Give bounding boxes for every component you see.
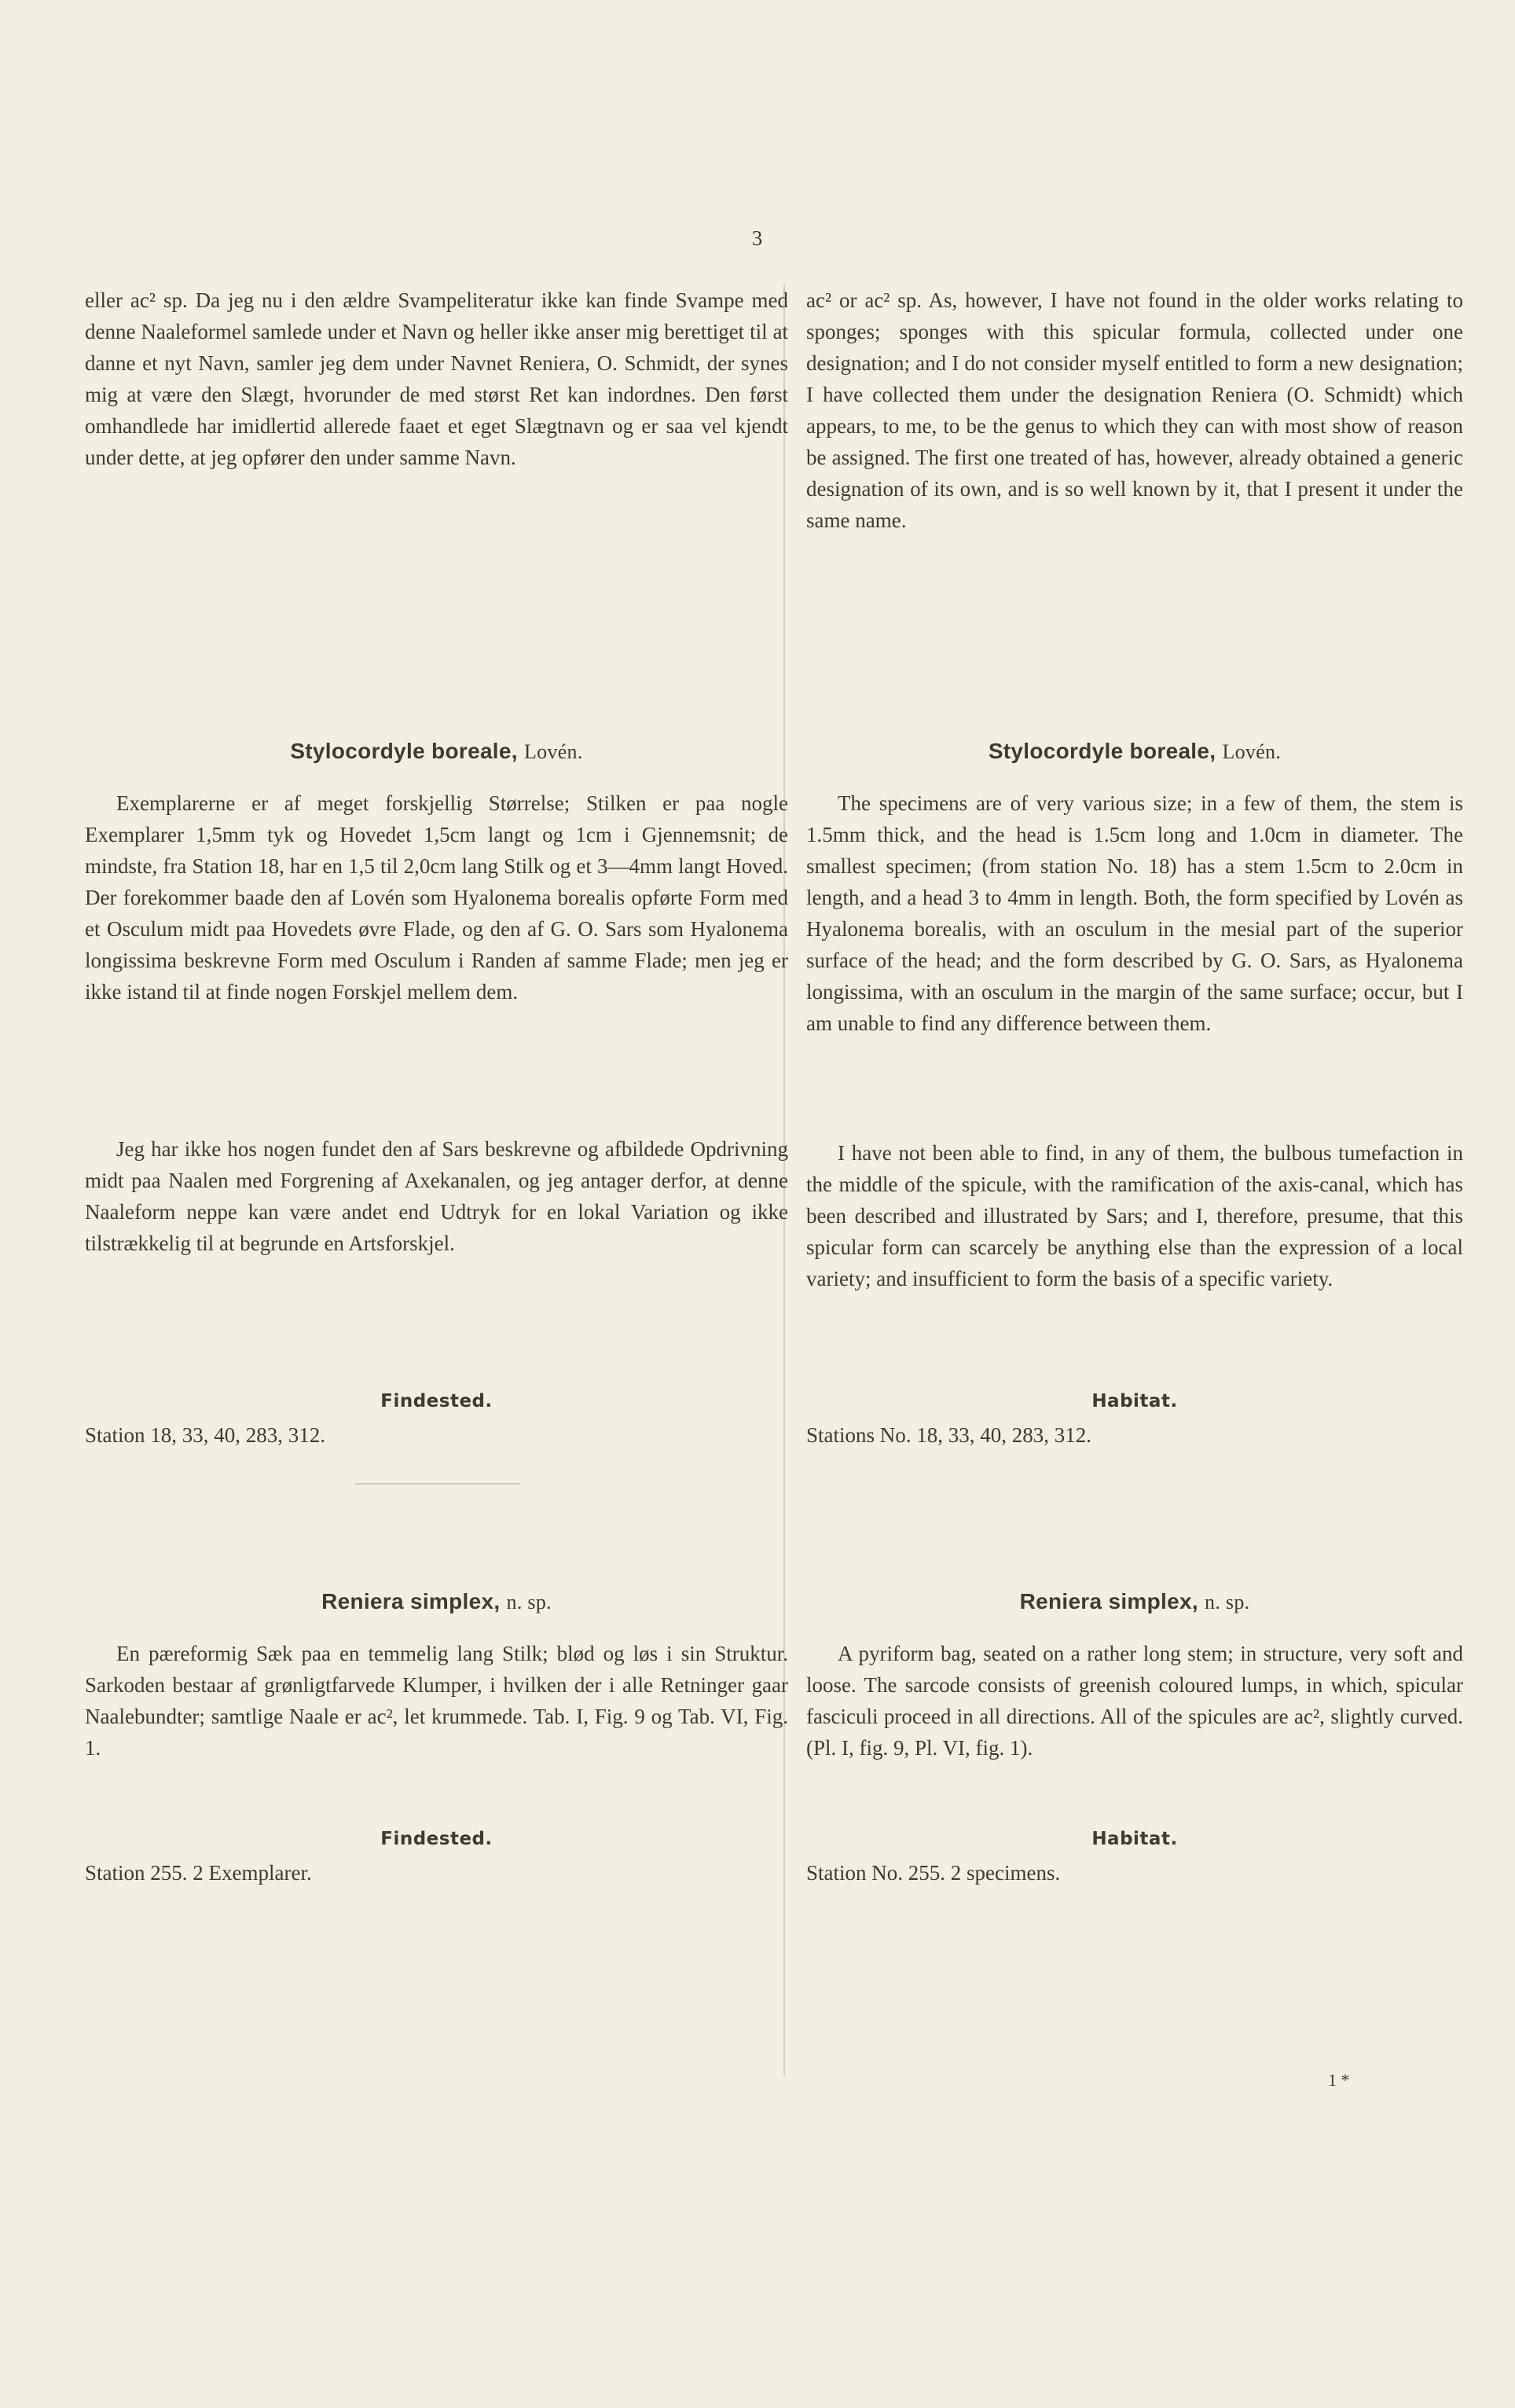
right-sec1-paragraph-1: The specimens are of very various size; in a few of them, the stem is 1.5mm thick, and the head is 1.5cm long and 1.0cm in diameter. The smallest specimen; (from station No. 18) has a stem 1.5cm to 2.0cm in length, and a head 3 to 4mm in length. Both, the form specified by Lovén as Hyalonema borealis, with an osculum in the mesial part of the superior surface of the head; and the form described by G. O. Sars, as Hyalonema longissima, with an osculum in the margin of the same surface; occur, but I am unable to find any difference between them. bbox=[806, 791, 1463, 1035]
right-sec1-author: Lovén. bbox=[1222, 740, 1282, 763]
left-sec2-habitat-heading: Findested. bbox=[380, 1829, 493, 1849]
left-sec2-body bbox=[85, 1638, 788, 1764]
right-sec1-habitat-heading: Habitat. bbox=[1091, 1391, 1178, 1411]
left-sec1-body-2 bbox=[85, 1133, 788, 1259]
page-number: 3 bbox=[751, 226, 764, 250]
right-sec1-heading bbox=[806, 739, 1463, 764]
left-sec2-habitat bbox=[85, 1829, 788, 1889]
right-sec1-title bbox=[806, 739, 1463, 764]
left-intro-paragraph: eller ac² sp. Da jeg nu i den ældre Svampeliteratur ikke kan finde Svampe med denne Naaleformel samlede under et Navn og heller ikke anser mig berettiget til at danne et nyt Navn, samler jeg dem under Navnet Reniera, O. Schmidt, der synes mig at være den Slægt, hvorunder de med størst Ret kan indordnes. Den først omhandlede har imidlertid allerede faaet et eget Slægtnavn og er saa vel kjendt under dette, at jeg opfører den under samme Navn. bbox=[85, 288, 788, 469]
left-sec1-body bbox=[85, 787, 788, 1008]
right-sec1-habitat bbox=[806, 1391, 1463, 1451]
left-sec2-heading bbox=[85, 1589, 788, 1614]
left-sec1-author: Lovén. bbox=[523, 740, 583, 763]
right-sec2-title-text: Reniera simplex, bbox=[1019, 1589, 1198, 1613]
right-sec2-habitat-text: Station No. 255. 2 specimens. bbox=[806, 1861, 1061, 1885]
right-sec1-body bbox=[806, 787, 1463, 1039]
right-sec1-title-text: Stylocordyle boreale, bbox=[988, 739, 1216, 763]
right-sec2-habitat-heading: Habitat. bbox=[1091, 1829, 1178, 1849]
right-sec2-title bbox=[806, 1589, 1463, 1614]
left-sec2-title bbox=[85, 1589, 788, 1614]
right-sec2-paragraph: A pyriform bag, seated on a rather long stem; in structure, very soft and loose. The sarcode consists of greenish coloured lumps, in which, spicular fasciculi proceed in all directions. All of the spicules are ac², slightly curved. (Pl. I, fig. 9, Pl. VI, fig. 1). bbox=[806, 1642, 1463, 1760]
left-sec2-title-text: Reniera simplex, bbox=[321, 1589, 501, 1613]
left-sec2-nsp: n. sp. bbox=[506, 1591, 552, 1613]
left-intro-block bbox=[85, 284, 788, 473]
right-sec2-habitat bbox=[806, 1829, 1463, 1889]
left-sec2-paragraph: En pæreformig Sæk paa en temmelig lang Stilk; blød og løs i sin Struktur. Sarkoden bestaar af grønligtfarvede Klumper, i hvilken der i alle Retninger gaar Naalebundter; samtlige Naale er ac², let krummede. Tab. I, Fig. 9 og Tab. VI, Fig. 1. bbox=[85, 1642, 788, 1760]
right-sec1-paragraph-2: I have not been able to find, in any of them, the bulbous tumefaction in the middle of the spicule, with the ramification of the axis-canal, which has been described and illustrated by Sars; and I, therefore, presume, that this spicular form can scarcely be anything else than the expression of a local variety; and insufficient to form the basis of a specific variety. bbox=[806, 1141, 1463, 1290]
left-sec1-habitat-heading: Findested. bbox=[380, 1391, 493, 1411]
left-sec2-habitat-text: Station 255. 2 Exemplarer. bbox=[85, 1861, 312, 1885]
right-sec1-habitat-text: Stations No. 18, 33, 40, 283, 312. bbox=[806, 1423, 1092, 1447]
right-sec2-heading bbox=[806, 1589, 1463, 1614]
signature-mark: 1 * bbox=[1328, 2070, 1350, 2090]
right-intro-block bbox=[806, 284, 1463, 536]
left-section-rule bbox=[355, 1483, 520, 1485]
left-sec1-title-text: Stylocordyle boreale, bbox=[290, 739, 518, 763]
right-intro-paragraph: ac² or ac² sp. As, however, I have not found in the older works relating to sponges; sponges with this spicular formula, collected under one designation; and I do not consider myself entitled to form a new designation; I have collected them under the designation Reniera (O. Schmidt) which appears, to me, to be the genus to which they can with most show of reason be assigned. The first one treated of has, however, already obtained a generic designation of its own, and is so well known by it, that I present it under the same name. bbox=[806, 288, 1463, 532]
right-sec2-nsp: n. sp. bbox=[1205, 1591, 1250, 1613]
right-sec2-body bbox=[806, 1638, 1463, 1764]
left-sec1-paragraph-1: Exemplarerne er af meget forskjellig Størrelse; Stilken er paa nogle Exemplarer 1,5mm tyk og Hovedet 1,5cm langt og 1cm i Gjennemsnit; de mindste, fra Station 18, har en 1,5 til 2,0cm lang Stilk og et 3—4mm langt Hoved. Der forekommer baade den af Lovén som Hyalonema borealis opførte Form med et Osculum midt paa Hovedets øvre Flade, og den af G. O. Sars som Hyalonema longissima beskrevne Form med Osculum i Randen af samme Flade; men jeg er ikke istand til at finde nogen Forskjel mellem dem. bbox=[85, 791, 788, 1004]
left-sec1-habitat bbox=[85, 1391, 788, 1451]
right-sec1-body-2 bbox=[806, 1137, 1463, 1294]
left-sec1-paragraph-2: Jeg har ikke hos nogen fundet den af Sars beskrevne og afbildede Opdrivning midt paa Naalen med Forgrening af Axekanalen, og jeg antager derfor, at denne Naaleform neppe kan være andet end Udtryk for en lokal Variation og ikke tilstrækkelig til at begrunde en Artsforskjel. bbox=[85, 1137, 788, 1255]
left-sec1-title bbox=[85, 739, 788, 764]
left-sec1-heading bbox=[85, 739, 788, 764]
left-sec1-habitat-text: Station 18, 33, 40, 283, 312. bbox=[85, 1423, 326, 1447]
